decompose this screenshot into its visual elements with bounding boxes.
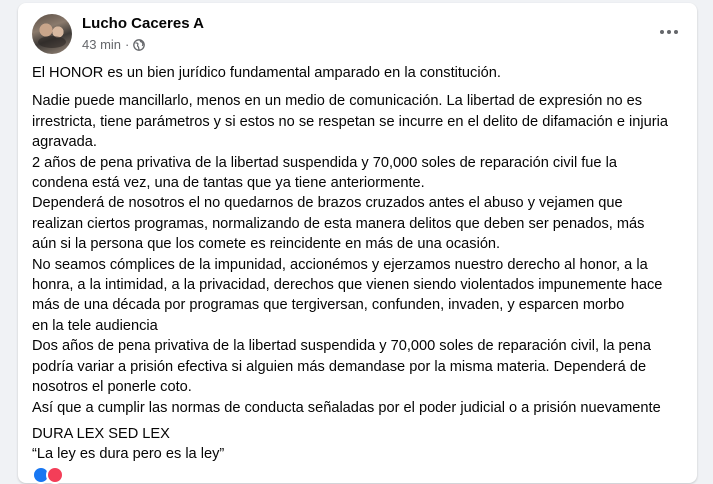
post-line: Dos años de pena privativa de la libertad suspendida y 70,000 soles de reparación civil, la pena [32,338,652,355]
post-line: honra, a la intimidad, a la privacidad, derechos que vienen siendo violentados impunemente hace [32,277,663,294]
post-paragraph-intro: El HONOR es un bien jurídico fundamental amparado en la constitución. [32,65,501,81]
post-line: irrestricta, tiene parámetros y si estos no se respetan se incurre en el delito de difamación e injuria [32,113,668,130]
love-icon [46,466,64,484]
post-line: Nadie puede mancillarlo, menos en un medio de comunicación. La libertad de expresión no es [32,93,643,110]
post-meta [82,37,145,52]
reactions-summary[interactable] [32,466,64,484]
post-line: Dependerá de nosotros el no quedarnos de brazos cruzados antes el abuso y vejamen que [32,195,623,212]
author-name[interactable]: Lucho Caceres A [82,15,204,32]
post-line: realizan ciertos programas, normalizando de esta manera delitos que deben ser penados, más [32,215,645,232]
post-time[interactable]: 43 min [82,37,122,52]
more-options-icon[interactable] [657,24,681,40]
post-line: agravada. [32,134,97,151]
post-closing-quote: “La ley es dura pero es la ley” [32,446,225,463]
meta-separator: · [125,37,130,52]
post-line: nosotros el ponerle coto. [32,379,192,396]
post-line: en la tele audiencia [32,317,158,334]
post-closing-latin: DURA LEX SED LEX [32,425,170,442]
post-line: No seamos cómplices de la impunidad, accionémos y ejerzamos nuestro derecho al honor, a la [32,256,648,273]
globe-icon[interactable] [133,39,145,51]
post-line: 2 años de pena privativa de la libertad suspendida y 70,000 soles de reparación civil fue la [32,154,617,171]
post-header [32,14,683,56]
post-line: podría variar a prisión efectiva si alguien más demandase por la misma materia. Dependerá de [32,358,647,375]
post-card [18,3,697,483]
avatar[interactable] [32,14,72,54]
post-body [32,63,692,465]
post-line: condena está vez, una de tantas que ya tiene anteriormente. [32,175,425,192]
post-line: aún si la persona que los comete es reincidente en más de una ocasión. [32,236,501,253]
post-line: más de una década por programas que tergiversan, confunden, invaden, y esparcen morbo [32,297,625,314]
post-line: Así que a cumplir las normas de conducta señaladas por el poder judicial o a prisión nuevamente [32,399,661,416]
